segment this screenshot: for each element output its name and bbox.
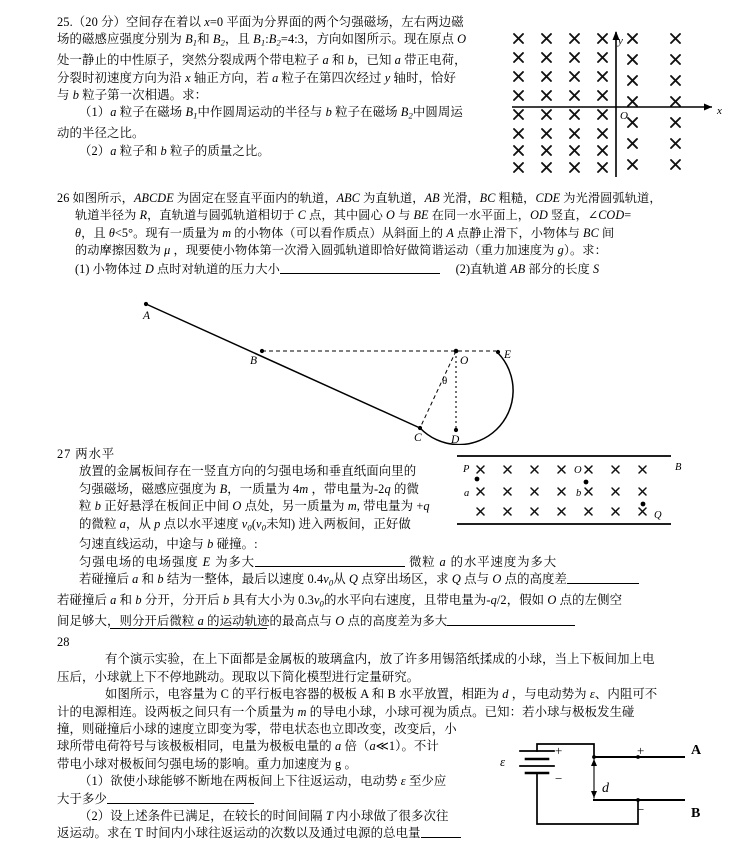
x-axis-arrow bbox=[704, 104, 712, 111]
label-A: A bbox=[143, 310, 151, 322]
junction-dots bbox=[592, 755, 640, 802]
label-theta: θ bbox=[442, 375, 448, 387]
answer-blank-27-3[interactable] bbox=[447, 614, 575, 626]
q25-sub-2: （2）a 粒子和 b 粒子的质量之比。 bbox=[79, 143, 270, 158]
y-axis-label: y bbox=[618, 35, 623, 47]
q27-sub-3-line-1: 若碰撞后 a 和 b 分开，分开后 b 具有大小为 $0.3v_0$的水平向右速度，且带电量为-q/2，假如 O 点的左侧空 bbox=[57, 593, 623, 609]
q25-line-3: 处一静止的中性原子，突然分裂成两个带电粒子 a 和 b，已知 a 带正电荷， bbox=[57, 53, 467, 68]
q26-line-2: 轨道半径为 R，直轨道与圆弧轨道相切于 C 点，其中圆心 O 与 BE 在同一水平面上，OD 竖直，∠COD= bbox=[75, 208, 632, 223]
battery-plus-sign: + bbox=[555, 743, 563, 758]
q28-sub-2-line-2: 返运动。求在 T 时间内小球往返运动的次数以及通过电源的总电量 bbox=[57, 825, 727, 842]
q28-line-2: 压后，小球就上下不停地跳动。现取以下简化模型进行定量研究。 bbox=[57, 669, 420, 684]
q25-line-1: 25.（20 分）空间存在着以 x=0 平面为分界面的两个匀强磁场，左右两边磁 bbox=[57, 15, 464, 29]
plate-B-label: B bbox=[691, 806, 701, 821]
label-a: a bbox=[464, 488, 470, 499]
point-Q-dot bbox=[641, 502, 646, 507]
circuit-svg bbox=[498, 742, 730, 854]
parallel-plates-field-diagram bbox=[455, 452, 695, 534]
answer-blank-27-2[interactable] bbox=[567, 572, 639, 584]
answer-blank-26-1[interactable] bbox=[280, 262, 440, 274]
q27-heading: 27 两水平 bbox=[57, 447, 116, 461]
emf-label: ε bbox=[500, 754, 506, 769]
q26-sub-questions: (1) 小物体过 D 点时对轨道的压力大小 (2)直轨道 AB 部分的长度 S bbox=[75, 261, 600, 276]
label-B: B bbox=[675, 462, 682, 473]
label-D: D bbox=[451, 434, 460, 445]
q27-line-1: 放置的金属板间存在一竖直方向的匀强电场和垂直纸面向里的 bbox=[79, 464, 417, 479]
magnetic-field-diagram bbox=[508, 22, 732, 180]
q27-line-2: 匀强磁场，磁感应强度为 B，一质量为 4m ，带电量为-2q 的微 bbox=[79, 481, 419, 496]
gap-label: d bbox=[602, 781, 609, 796]
q26-line-1: 26 如图所示，ABCDE 为固定在竖直平面内的轨道，ABC 为直轨道，AB 光滑，BC 粗糙，CDE 为光滑圆弧轨道， bbox=[57, 191, 662, 205]
label-Q: Q bbox=[654, 510, 662, 521]
q28-sub-1-line-1: （1）欲使小球能够不断地在两板间上下往返运动，电动势 ε 至少应 bbox=[79, 774, 447, 789]
label-E: E bbox=[504, 349, 512, 361]
label-B: B bbox=[250, 355, 258, 367]
q27-sub-2: 若碰撞后 a 和 b 结为一整体，最后以速度 $0.4v_0$从 Q 点穿出场区，求 Q 点与 O 点的高度差 bbox=[57, 571, 727, 592]
capacitor-circuit-diagram bbox=[498, 742, 730, 854]
gap-arrow-up bbox=[591, 759, 597, 766]
radius-OC bbox=[420, 351, 456, 428]
q27-line-5: 匀速直线运动，中途与 b 碰撞。: bbox=[79, 537, 258, 552]
q26-line-3: θ，且 θ<5°。现有一质量为 m 的小物体（可以看作质点）从斜面上的 A 点静止滑下，小物体与 BC 间 bbox=[75, 225, 615, 240]
answer-blank-28-1[interactable] bbox=[107, 792, 254, 804]
section-divider bbox=[110, 628, 267, 629]
plates-diagram-svg bbox=[455, 452, 695, 534]
label-O: O bbox=[574, 465, 582, 476]
q27-line-4: 的微粒 a，从 p 点以水平速度 $v_0(v_0$未知) 进入两板间，正好做 bbox=[79, 516, 411, 533]
q28-line-3: 如图所示，电容量为 C 的平行板电容器的极板 A 和 B 水平放置，相距为 d ，与电动势为 ε、内阻可不 bbox=[105, 687, 658, 702]
incline-arc-track-diagram bbox=[118, 300, 538, 445]
answer-blank-27-1[interactable] bbox=[255, 555, 405, 567]
plate-B-minus-sign: − bbox=[637, 802, 645, 817]
field-crosses bbox=[477, 466, 646, 515]
q27-sub-3-line-2: 间足够大，则分开后微粒 a 的运动轨迹的最高点与 O 点的高度差为多大 bbox=[57, 613, 727, 630]
label-O: O bbox=[460, 355, 469, 367]
particle-b-dot bbox=[584, 480, 589, 485]
incline-ABC bbox=[146, 304, 420, 428]
label-P: P bbox=[463, 464, 470, 475]
q28-number: 28 bbox=[57, 635, 70, 649]
plate-A-label: A bbox=[691, 743, 702, 758]
battery-minus-sign: − bbox=[555, 771, 563, 786]
q28-line-6: 球所带电荷符号与该极板相同，电量为极板电量的 a 倍（a≪1）。不计 bbox=[57, 739, 439, 754]
q25-sub-1-line-1: （1）a 粒子在磁场 $B_1$中作圆周运动的半径与 b 粒子在磁场 $B_2$中圆周运 bbox=[79, 105, 463, 121]
label-b: b bbox=[576, 488, 582, 499]
q25-line-2: 场的磁感应强度分别为 $B_1$和 $B_2$，且 $B_1:B_2=4:3$，方向如图所示。现在原点 O bbox=[57, 32, 467, 48]
particle-a-dot bbox=[475, 477, 480, 482]
q25-line-5: 与 b 粒子第一次相遇。求： bbox=[57, 88, 208, 103]
question-26 bbox=[57, 190, 717, 278]
track-diagram-svg bbox=[118, 300, 538, 445]
q27-sub-1: 匀强电场的电场强度 E 为多大 微粒 a 的水平速度为多大 bbox=[79, 554, 557, 569]
track-points bbox=[144, 302, 500, 432]
label-C: C bbox=[414, 432, 422, 444]
magnetic-field-svg bbox=[508, 22, 732, 180]
question-25 bbox=[57, 14, 507, 160]
answer-blank-28-2[interactable] bbox=[421, 826, 461, 838]
q28-sub-2-line-1: （2）设上述条件已满足，在较长的时间间隔 T 内小球做了很多次往 bbox=[79, 809, 449, 824]
q28-line-7: 带电小球对极板间匀强电场的影响。重力加速度为 g 。 bbox=[57, 756, 357, 771]
q28-line-5: 撞，则碰撞后小球的速度立即变为零，带电状态也立即改变，改变后，小 bbox=[57, 722, 457, 737]
q28-line-4: 计的电源相连。设两板之间只有一个质量为 m 的导电小球，小球可视为质点。已知：若小球与极板发生碰 bbox=[57, 704, 635, 719]
q25-sub-1-line-2: 动的半径之比。 bbox=[57, 126, 145, 141]
particle-dots bbox=[475, 477, 646, 507]
wire-bottom bbox=[537, 773, 638, 824]
q26-line-4: 的动摩擦因数为 μ ，现要使小物体第一次滑入圆弧轨道即恰好做简谐运动（重力加速度为 g）。求： bbox=[75, 243, 607, 258]
plate-A-plus-sign: + bbox=[637, 743, 645, 758]
x-axis-label: x bbox=[717, 105, 722, 117]
gap-arrow-down bbox=[591, 791, 597, 798]
q27-line-3: 粒 b 正好悬浮在板间正中间 O 点处，另一质量为 m, 带电量为 +q bbox=[79, 499, 430, 514]
q25-line-4: 分裂时初速度方向为沿 x 轴正方向，若 a 粒子在第四次经过 y 轴时，恰好 bbox=[57, 70, 456, 85]
origin-label: O bbox=[620, 110, 628, 122]
q28-sub-1-line-2: 大于多少 bbox=[57, 791, 727, 808]
q28-line-1: 有个演示实验，在上下面都是金属板的玻璃盒内，放了许多用锡箔纸揉成的小球，当上下板间加上电 bbox=[105, 652, 655, 667]
